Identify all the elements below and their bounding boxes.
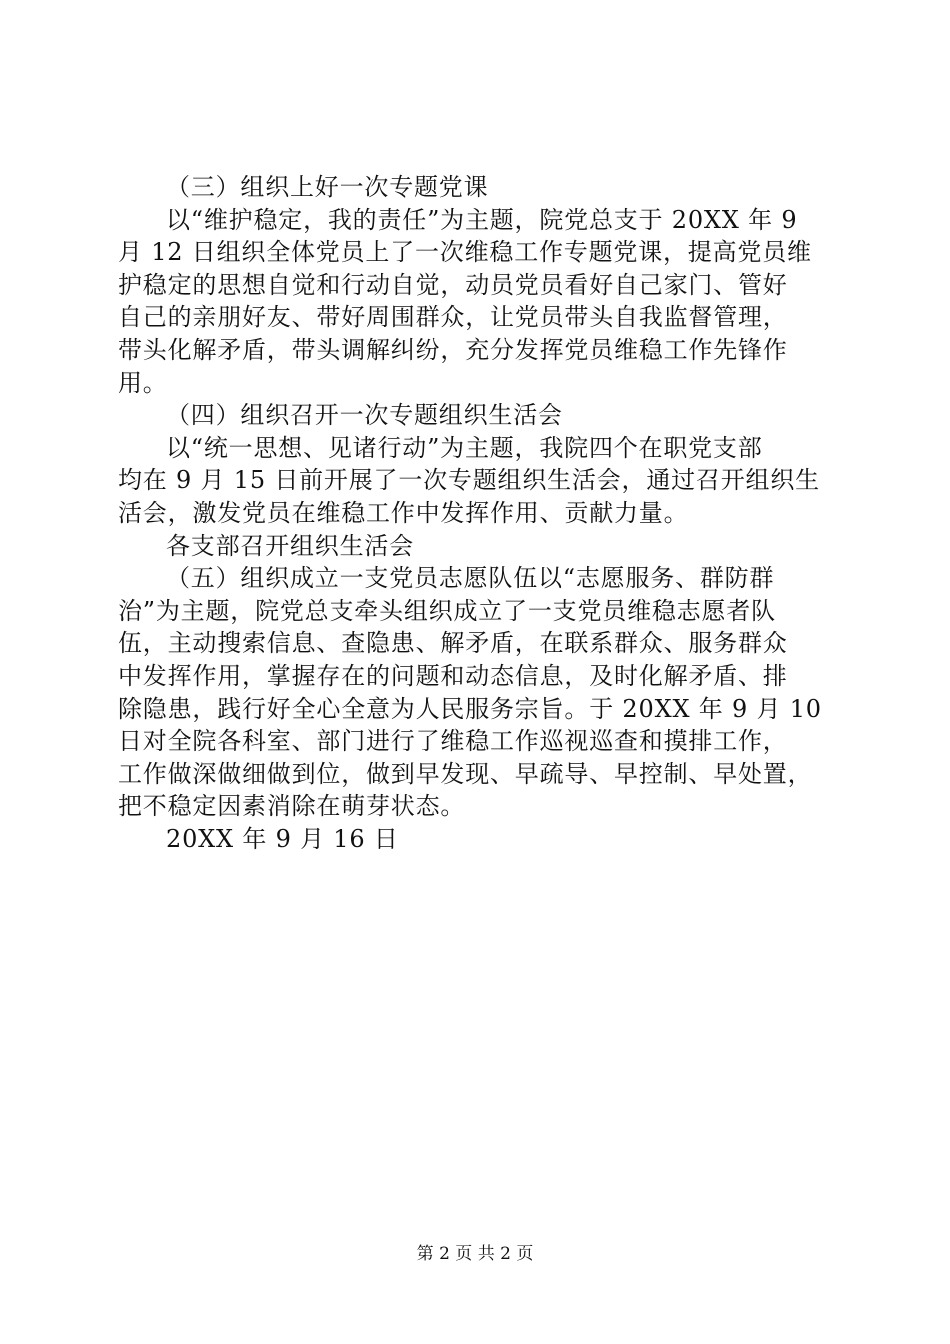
paragraph-line: 伍，主动搜索信息、查隐患、解矛盾，在联系群众、服务群众 bbox=[118, 629, 788, 658]
paragraph-line: 除隐患，践行好全心全意为人民服务宗旨。于 20XX 年 9 月 10 bbox=[118, 694, 822, 723]
paragraph-line: 把不稳定因素消除在萌芽状态。 bbox=[118, 792, 466, 821]
paragraph-line: 月 12 日组织全体党员上了一次维稳工作专题党课，提高党员维 bbox=[118, 238, 812, 267]
paragraph-line: 带头化解矛盾，带头调解纠纷，充分发挥党员维稳工作先锋作 bbox=[118, 335, 788, 364]
section-heading-5: （五）组织成立一支党员志愿队伍以“志愿服务、群防群 bbox=[166, 564, 775, 593]
paragraph-line: 日对全院各科室、部门进行了维稳工作巡视巡查和摸排工作， bbox=[118, 727, 788, 756]
paragraph-line: 以“维护稳定，我的责任”为主题，院党总支于 20XX 年 9 bbox=[166, 205, 798, 234]
paragraph-line: 活会，激发党员在维稳工作中发挥作用、贡献力量。 bbox=[118, 498, 689, 527]
section-heading-3: （三）组织上好一次专题党课 bbox=[166, 173, 489, 201]
paragraph-line: 自己的亲朋好友、带好周围群众，让党员带头自我监督管理， bbox=[118, 303, 788, 332]
paragraph-line: 护稳定的思想自觉和行动自觉，动员党员看好自己家门、管好 bbox=[118, 270, 788, 299]
document-body bbox=[118, 171, 838, 855]
paragraph-line: 均在 9 月 15 日前开展了一次专题组织生活会，通过召开组织生 bbox=[118, 466, 820, 495]
paragraph-line: 工作做深做细做到位，做到早发现、早疏导、早控制、早处置， bbox=[118, 759, 813, 788]
section-heading-4: （四）组织召开一次专题组织生活会 bbox=[166, 401, 563, 430]
paragraph-line: 中发挥作用，掌握存在的问题和动态信息，及时化解矛盾、排 bbox=[118, 661, 788, 690]
document-date: 20XX 年 9 月 16 日 bbox=[166, 824, 399, 853]
paragraph-line: 用。 bbox=[118, 368, 168, 397]
page-number-footer: 第 2 页 共 2 页 bbox=[416, 1244, 534, 1264]
paragraph-line: 以“统一思想、见诸行动”为主题，我院四个在职党支部 bbox=[166, 433, 763, 462]
subheading-branch-meetings: 各支部召开组织生活会 bbox=[166, 531, 414, 560]
paragraph-line: 治”为主题，院党总支牵头组织成立了一支党员维稳志愿者队 bbox=[118, 596, 776, 625]
